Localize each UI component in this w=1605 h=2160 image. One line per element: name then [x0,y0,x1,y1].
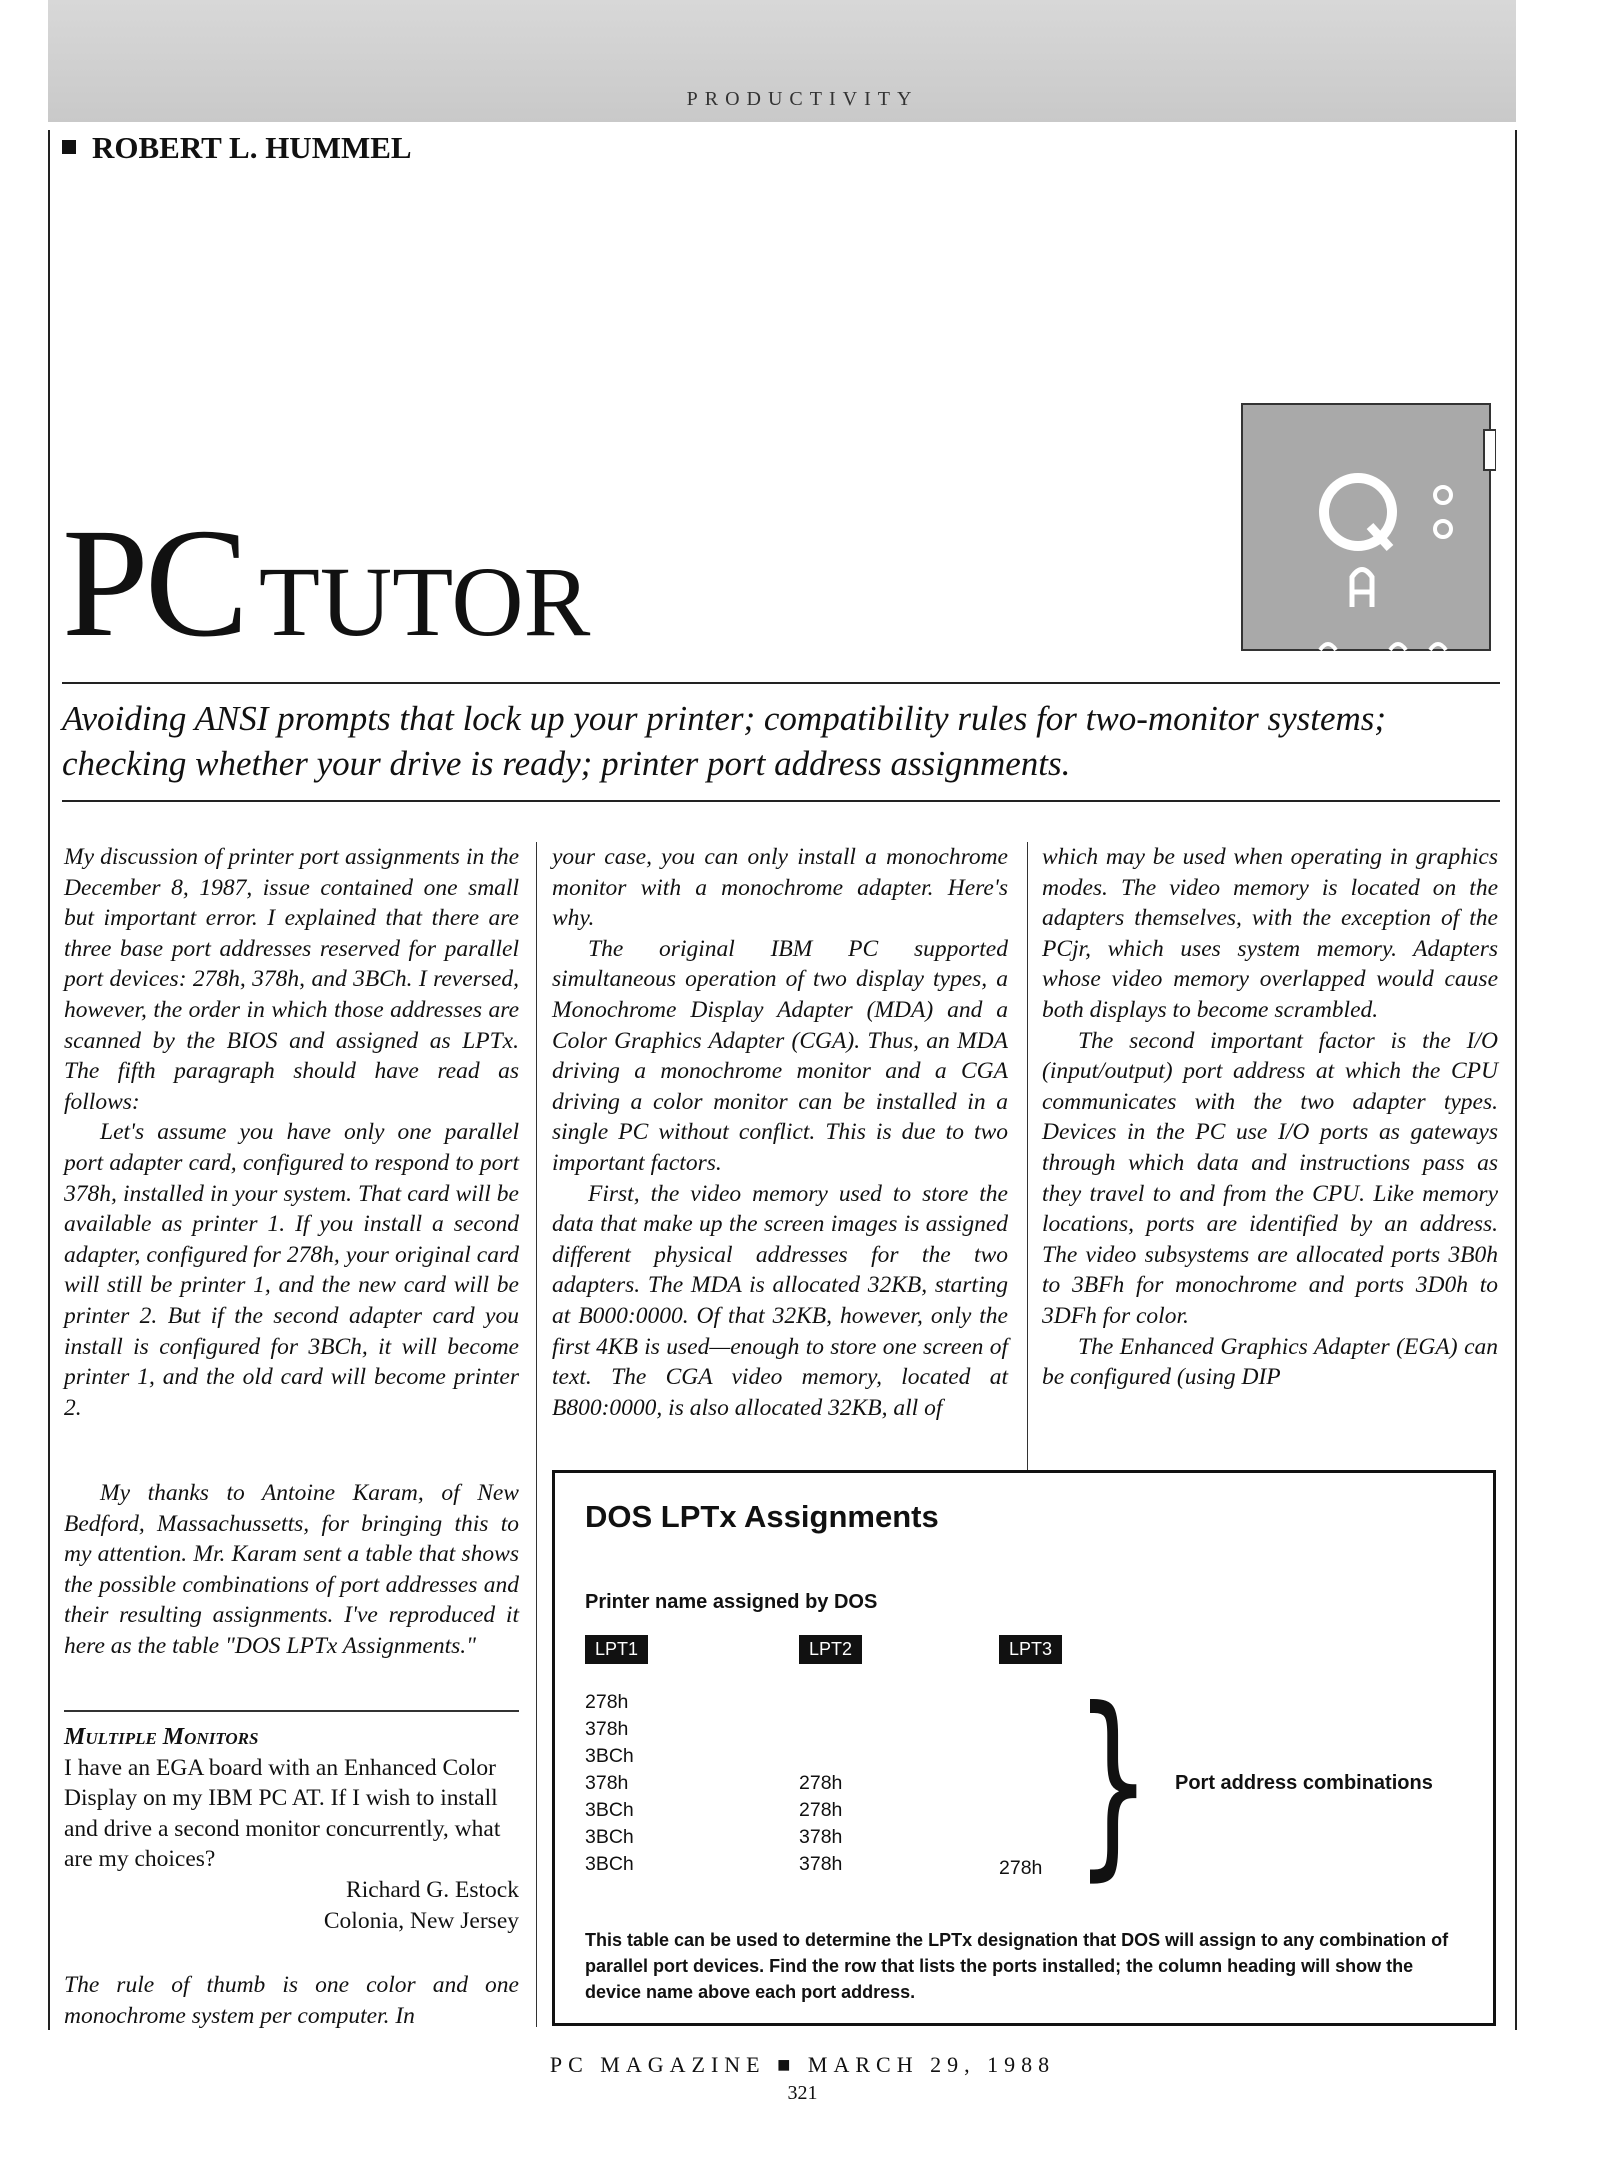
column-1-body [64,842,519,1423]
column-1-thanks [64,1478,519,1662]
page-number: 321 [787,2082,818,2104]
header-lpt3: LPT3 [999,1635,1062,1664]
deck-summary: Avoiding ANSI prompts that lock up your printer; compatibility rules for two-monitor systems; checking whether your drive is ready; printer port address assignments. [62,699,1387,783]
col3-paragraph-3: The Enhanced Graphics Adapter (EGA) can be configured (using DIP [1042,1333,1498,1391]
column-divider-2 [1027,842,1028,1472]
table-cell: 378h [799,1853,843,1875]
page-footer: PC MAGAZINE ■ MARCH 29, 1988 [549,2052,1056,2077]
column-2-body [552,842,1008,1423]
table-cell: 3BCh [585,1745,634,1767]
table-cell: 278h [799,1772,843,1794]
table-cell: 278h [585,1691,629,1713]
byline [62,130,412,166]
bullet-square-icon [62,140,76,154]
table-title: DOS LPTx Assignments [585,1499,939,1534]
signature-name: Richard G. Estock [346,1876,519,1903]
answer-start: The rule of thumb is one color and one monochrome system per computer. In [64,1972,519,2029]
author-name: ROBERT L. HUMMEL [92,130,412,165]
right-brace-icon: } [1075,1666,1152,1899]
question-rule [64,1710,519,1712]
col3-paragraph-2: The second important factor is the I/O (input/output) port address at which the CPU communicates with the two adapter types. Devices in the PC use I/O ports as gateways through which data and instructions pass as they travel to and from the CPU. Like memory locations, ports are identified by an address. The video subsystems are allocated ports 3B0h to 3BFh for monochrome and ports 3D0h to 3DFh for color. [1042,1027,1498,1329]
table-cell: 378h [585,1772,629,1794]
section-label: PRODUCTIVITY [686,88,919,110]
brace-label: Port address combinations [1175,1772,1433,1794]
title-pc: PC [62,496,245,669]
table-cell: 278h [799,1799,843,1821]
table-cell: 3BCh [585,1853,634,1875]
col3-paragraph-1: which may be used when operating in graphics modes. The video memory is located on the adapters themselves, with the exception of the PCjr, which uses system memory. Adapters whose video memory overlapped would cause both displays to become scrambled. [1042,844,1498,1023]
left-frame-rule [48,130,50,2030]
title-rule [62,682,1500,684]
lpt-assignments-table [552,1470,1496,2026]
header-lpt2: LPT2 [799,1635,862,1664]
col2-paragraph-2: The original IBM PC supported simultaneous operation of two display types, a Monochrome Display Adapter (MDA) and a Color Graphics Adapter (CGA). Thus, an MDA driving a monochrome monitor and a CGA driving a color monitor can be installed in a single PC without conflict. This is due to two important factors. [552,935,1008,1176]
deck-rule [62,800,1500,802]
column-divider-1 [536,842,537,2027]
title-tutor: TUTOR [258,546,591,657]
col1-paragraph-2: Let's assume you have only one parallel port adapter card, configured to respond to port 378h, installed in your system. That card will be available as printer 1. If you install a second adapter, configured for 278h, your original card will still be printer 1, and the new card will be printer 2. But if the second adapter card you install is configured for 3BCh, it will become printer 1, and the old card will become printer 2. [64,1119,519,1421]
col1-paragraph-3: My thanks to Antoine Karam, of New Bedford, Massachussetts, for bringing this to my attention. Mr. Karam sent a table that shows the possible combinations of port addresses and their resulting assignments. I've reproduced it here as the table "DOS LPTx Assignments." [64,1480,519,1659]
column-3-body [1042,842,1498,1393]
table-cell: 378h [585,1718,629,1740]
page-title [62,496,591,669]
question-section [64,1722,519,1936]
table-cell: 3BCh [585,1826,634,1848]
section-heading: Multiple Monitors [64,1724,259,1750]
col1-paragraph-1: My discussion of printer port assignments in the December 8, 1987, issue contained one small but important error. I explained that there are three base port addresses reserved for parallel port devices: 278h, 378h, and 3BCh. I reversed, however, the order in which those addresses are scanned by the BIOS and assigned as LPTx. The fifth paragraph should have read as follows: [64,844,519,1115]
right-frame-rule [1515,130,1517,2030]
floppy-disk-logo-icon [1240,402,1496,652]
col2-paragraph-1: your case, you can only install a monochrome monitor with a monochrome adapter. Here's why. [552,844,1008,932]
table-cell: 3BCh [585,1799,634,1821]
table-cell: 278h [999,1857,1043,1879]
signature-place: Colonia, New Jersey [323,1907,519,1934]
table-note: This table can be used to determine the LPTx designation that DOS will assign to any combination of parallel port devices. Find the row that lists the ports installed; the column heading will show the device name above each port address. [585,1930,1449,2002]
header-lpt1: LPT1 [585,1635,648,1664]
table-subtitle: Printer name assigned by DOS [585,1591,878,1613]
table-cell: 378h [799,1826,843,1848]
reader-question: I have an EGA board with an Enhanced Color Display on my IBM PC AT. If I wish to install and drive a second monitor concurrently, what are my choices? [64,1754,501,1873]
col2-paragraph-3: First, the video memory used to store the data that make up the screen images is assigned different physical addresses for the two adapters. The MDA is allocated 32KB, starting at B000:0000. Of that 32KB, however, only the first 4KB is used—enough to store one screen of text. The CGA video memory, located at B800:0000, is also allocated 32KB, all of [552,1180,1008,1421]
